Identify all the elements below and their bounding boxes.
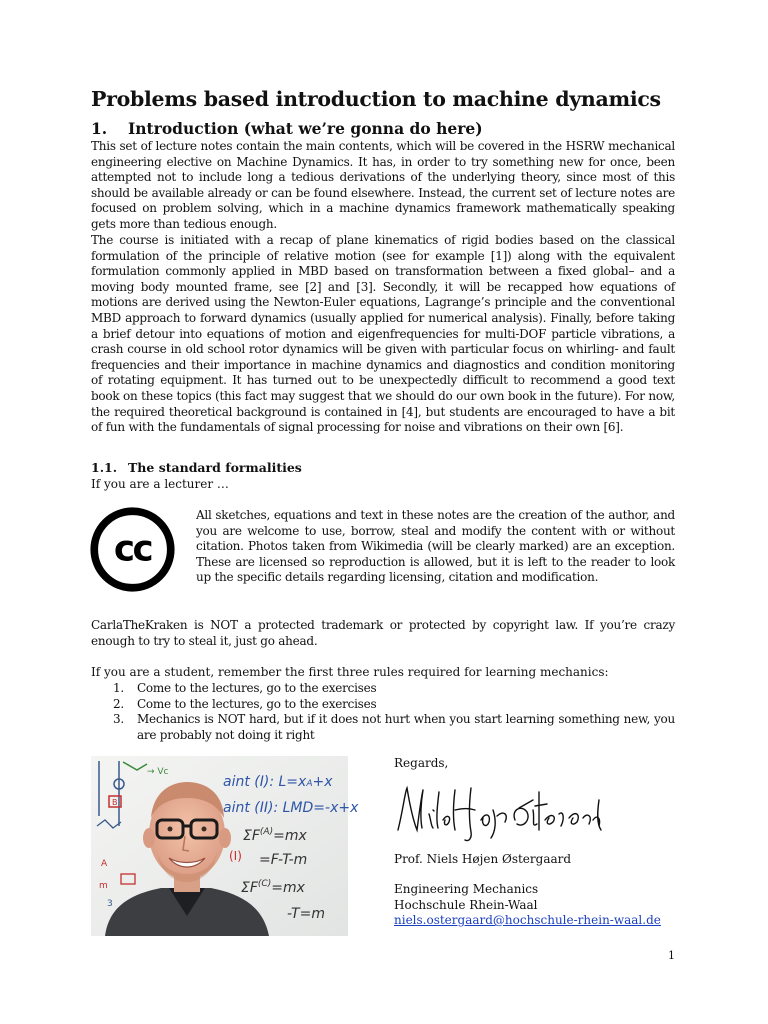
student-intro: If you are a student, remember the first three rules required for learning mechanics: <box>91 665 609 679</box>
section-1-heading <box>91 118 483 140</box>
section-1-title: Introduction (what we’re gonna do here) <box>128 119 483 138</box>
rule-text: Mechanics is NOT hard, but if it does not hurt when you start learning something new, you are probably not doing it right <box>137 712 675 742</box>
section-1-1-title: The standard formalities <box>128 460 302 475</box>
board-eq-4: -T=m <box>287 906 325 922</box>
board-line-2: aint (II): LMD=-x+x <box>223 800 359 816</box>
document-title: Problems based introduction to machine dynamics <box>91 87 661 111</box>
board-line-1: aint (I): L=xA+x <box>223 774 333 790</box>
board-eq-2: =F-T-m <box>259 852 308 868</box>
rule-number: 3. <box>113 712 124 727</box>
board-eq-3: $\Sigma F^{(C)}=mx$ <box>241 879 305 896</box>
board-side-vc: → Vc <box>147 767 169 777</box>
page-number: 1 <box>668 949 675 962</box>
regards-text: Regards, <box>394 756 449 770</box>
author-school: Hochschule Rhein-Waal <box>394 898 538 912</box>
board-small-i: (I) <box>229 849 242 863</box>
rule-number: 1. <box>113 681 124 695</box>
author-email-link[interactable]: niels.ostergaard@hochschule-rhein-waal.de <box>394 913 661 927</box>
board-side-a: A <box>101 859 108 869</box>
board-side-3: 3 <box>107 899 113 909</box>
list-item <box>113 712 675 743</box>
rule-number: 2. <box>113 696 124 711</box>
lecturer-intro: If you are a lecturer … <box>91 477 229 491</box>
board-box-b: B <box>112 798 118 807</box>
creative-commons-icon <box>90 507 175 592</box>
trademark-paragraph: CarlaTheKraken is NOT a protected trademark or protected by copyright law. If you’re crazy enough to try to steal it, just go ahead. <box>91 618 675 648</box>
board-eq-1: $\Sigma F^{(A)}=mx$ <box>243 827 307 844</box>
section-1-number: 1. <box>91 119 108 138</box>
author-department: Engineering Mechanics <box>394 882 539 896</box>
rule-text: Come to the lectures, go to the exercises <box>137 681 377 695</box>
section-1-1-number: 1.1. <box>91 460 118 475</box>
intro-paragraph-2: The course is initiated with a recap of plane kinematics of rigid bodies based on the classical formulation of the principle of relative motion (see for example [1]) along with the equivalent formulation commonly applied in MBD based on transformation between a fixed global– and a moving body mounted frame, see [2] and [3]. Secondly, it will be recapped how equations of motions are derived using the Newton-Euler equations, Lagrange’s principle and the conventional MBD approach to forward dynamics (usually applied for numerical analysis). Finally, before taking a brief detour into equations of motion and eigenfrequencies for multi-DOF particle vibrations, a crash course in old school rotor dynamics will be given with particular focus on whirling- and fault frequencies and their importance in machine dynamics and diagnostics and condition monitoring of rotating equipment. It has turned out to be unexpectedly difficult to recommend a good text book on these topics (this fact may suggest that we should do our own book in the future). For now, the required theoretical background is contained in [4], but students are encouraged to have a bit of fun with the fundamentals of signal processing for noise and vibrations on their own [6]. <box>91 233 675 435</box>
rule-text: Come to the lectures, go to the exercises <box>137 696 377 711</box>
author-name: Prof. Niels Højen Østergaard <box>394 852 572 866</box>
author-photo <box>91 756 359 936</box>
board-side-mx: m <box>99 881 108 891</box>
signature-text: Niels Højen Østergaard <box>393 780 406 781</box>
rules-list <box>91 681 675 743</box>
list-item <box>113 681 675 697</box>
list-item <box>113 696 675 713</box>
intro-paragraph-1: This set of lecture notes contain the main contents, which will be covered in the HSRW mechanical engineering elective on Machine Dynamics. It has, in order to try something new for once, been attempted not to include long a tedious derivations of the underlying theory, since most of this should be available already or can be found elsewhere. Instead, the current set of lecture notes are focused on problem solving, which in a machine dynamics framework mathematically speaking gets more than tedious enough. <box>91 139 675 231</box>
license-paragraph: All sketches, equations and text in these notes are the creation of the author, and you are welcome to use, borrow, steal and modify the content with or without citation. Photos taken from Wikimedia (will be clearly marked) are an exception. These are licensed so reproduction is allowed, but it is left to the reader to look up the specific details regarding licensing, citation and modification. <box>196 508 675 585</box>
handwritten-signature <box>393 780 608 845</box>
section-1-1-heading <box>91 460 302 476</box>
cc-logo-text: cc <box>113 528 152 570</box>
